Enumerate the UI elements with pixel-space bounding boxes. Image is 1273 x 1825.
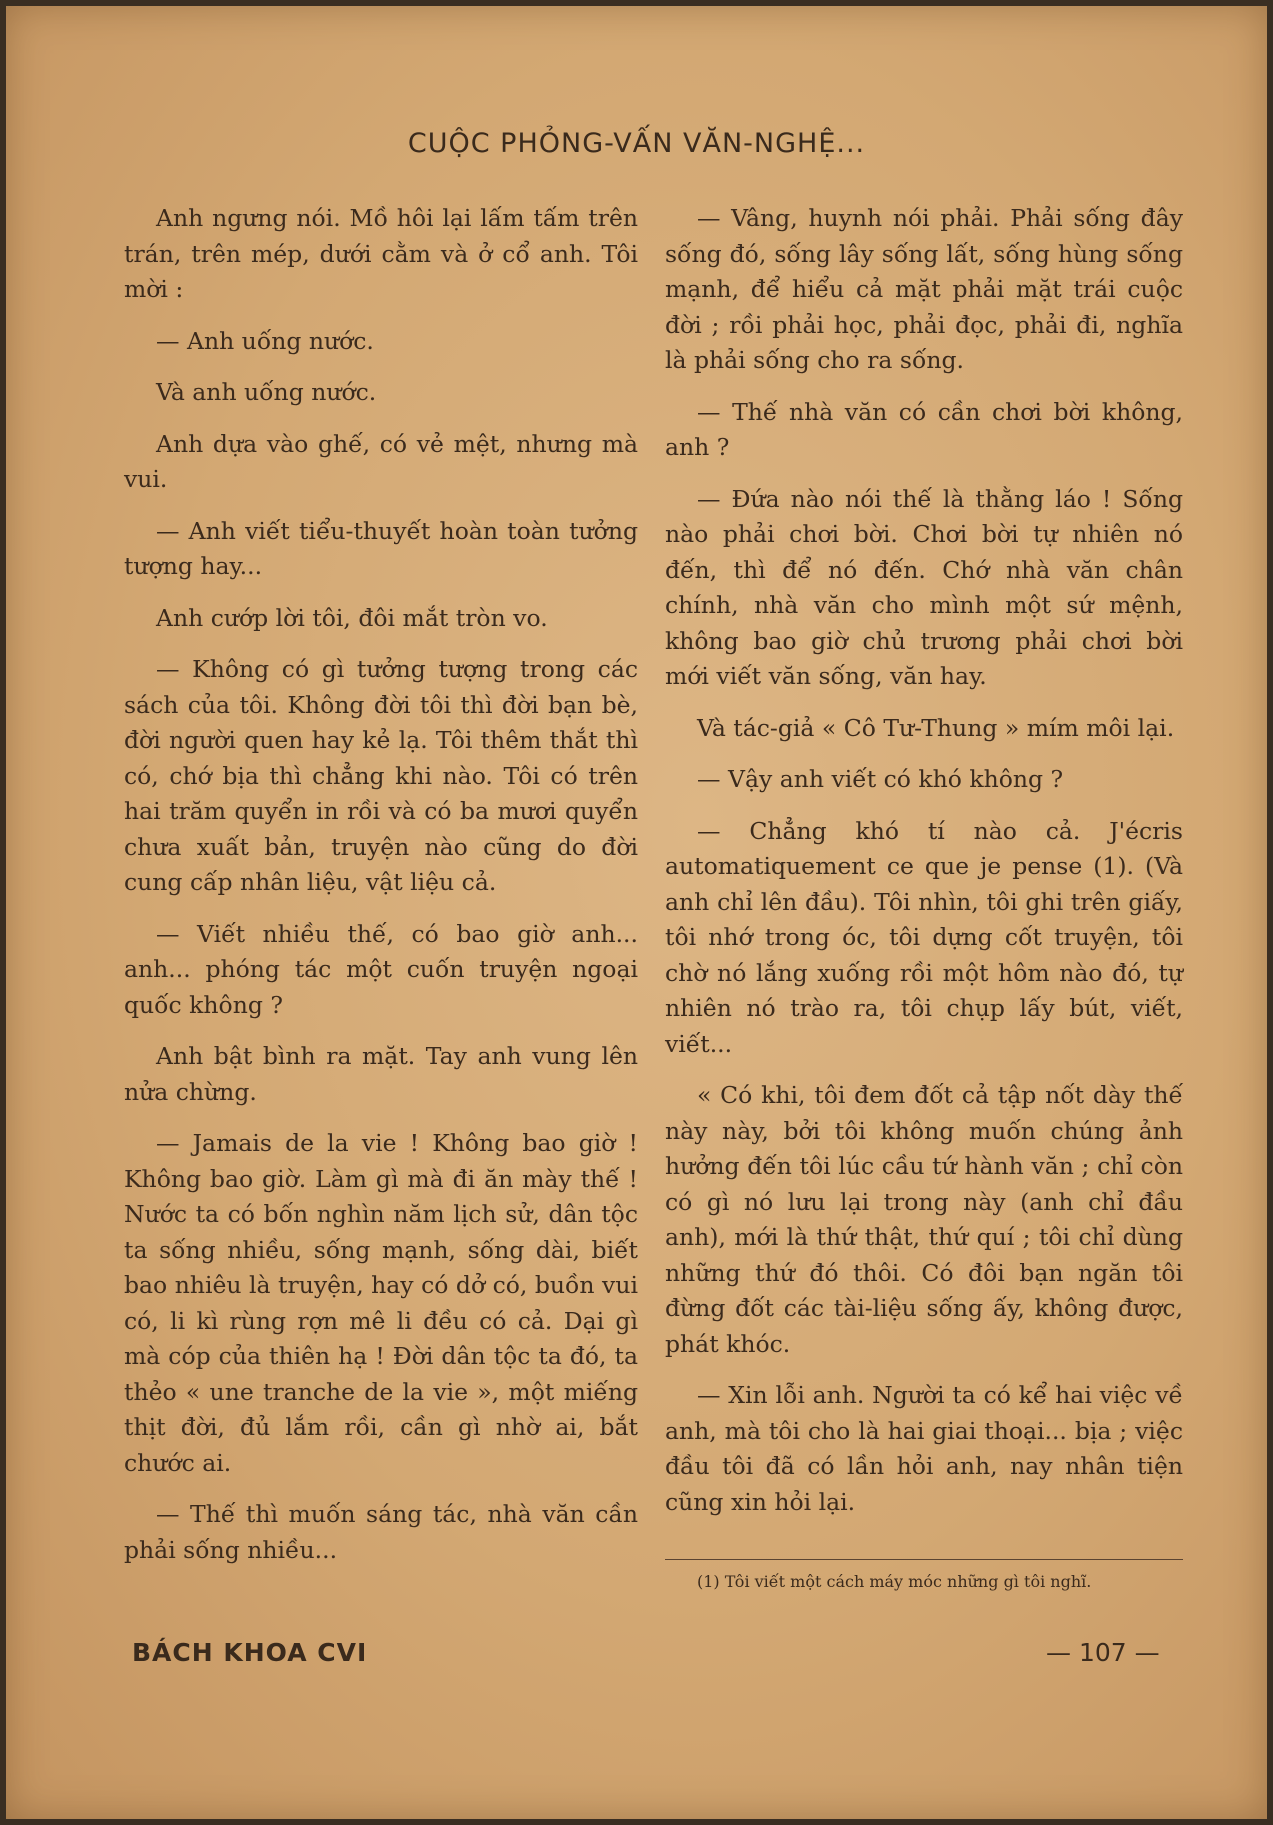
paragraph: — Viết nhiều thế, có bao giờ anh... anh... phóng tác một cuốn truyện ngoại quốc không ? bbox=[124, 919, 638, 1019]
page-header: CUỘC PHỎNG-VẤN VĂN-NGHỆ... bbox=[407, 128, 866, 159]
page-number: — 107 — bbox=[1046, 1638, 1160, 1667]
paragraph: Anh bật bình ra mặt. Tay anh vung lên nửa chừng. bbox=[124, 1042, 638, 1106]
paragraph: Anh dựa vào ghế, có vẻ mệt, nhưng mà vui. bbox=[124, 429, 638, 493]
paragraph: — Anh uống nước. bbox=[156, 326, 374, 355]
paragraph: — Xin lỗi anh. Người ta có kể hai việc về anh, mà tôi cho là hai giai thoại... bịa ; việc đầu tôi đã có lần hỏi anh, nay nhân tiện cũng xin hỏi lại. bbox=[665, 1381, 1183, 1516]
paragraph: — Chẳng khó tí nào cả. J'écris automatiquement ce que je pense (1). (Và anh chỉ lên đầu). Tôi nhìn, tôi ghi trên giấy, tôi nhớ trong óc, tôi dựng cốt truyện, tôi chờ nó lắng xuống rồi một hôm nào đó, tự nhiên nó trào ra, tôi chụp lấy bút, viết, viết... bbox=[665, 816, 1183, 1058]
paragraph: « Có khi, tôi đem đốt cả tập nốt dày thế này này, bởi tôi không muốn chúng ảnh hưởng đến tôi lúc cầu tứ hành văn ; chỉ còn có gì nó lưu lại trong này (anh chỉ đầu anh), mới là thứ thật, thứ quí ; tôi chỉ dùng những thứ đó thôi. Có đôi bạn ngăn tôi đừng đốt các tài-liệu sống ấy, không được, phát khóc. bbox=[665, 1081, 1183, 1358]
paragraph: — Thế nhà văn có cần chơi bời không, anh ? bbox=[665, 397, 1183, 461]
paragraph: Anh cướp lời tôi, đôi mắt tròn vo. bbox=[156, 603, 548, 632]
footnote: (1) Tôi viết một cách máy móc những gì tôi nghĩ. bbox=[665, 1559, 1183, 1595]
magazine-issue: BÁCH KHOA CVI bbox=[132, 1638, 368, 1667]
paragraph: — Không có gì tưởng tượng trong các sách của tôi. Không đời tôi thì đời bạn bè, đời người quen hay kẻ lạ. Tôi thêm thắt thì có, chớ bịa thì chẳng khi nào. Tôi có trên hai trăm quyển in rồi và có ba mươi quyển chưa xuất bản, truyện nào cũng do đời cung cấp nhân liệu, vật liệu cả. bbox=[124, 655, 638, 896]
paragraph: — Vâng, huynh nói phải. Phải sống đây sống đó, sống lây sống lất, sống hùng sống mạnh, để hiểu cả mặt phải mặt trái cuộc đời ; rồi phải học, phải đọc, phải đi, nghĩa là phải sống cho ra sống. bbox=[665, 204, 1183, 374]
page-sheet bbox=[6, 6, 1267, 1819]
paragraph: Anh ngưng nói. Mồ hôi lại lấm tấm trên trán, trên mép, dưới cằm và ở cổ anh. Tôi mời : bbox=[124, 204, 638, 303]
paragraph: Và tác-giả « Cô Tư-Thung » mím môi lại. bbox=[697, 713, 1175, 742]
right-column bbox=[665, 201, 1183, 1536]
paragraph: — Đứa nào nói thế là thằng láo ! Sống nào phải chơi bời. Chơi bời tự nhiên nó đến, thì để nó đến. Chớ nhà văn chân chính, nhà văn cho mình một sứ mệnh, không bao giờ chủ trương phải chơi bời mới viết văn sống, văn hay. bbox=[665, 484, 1183, 690]
paragraph: — Jamais de la vie ! Không bao giờ ! Không bao giờ. Làm gì mà đi ăn mày thế ! Nước ta có bốn nghìn năm lịch sử, dân tộc ta sống nhiều, sống mạnh, sống dài, biết bao nhiêu là truyện, hay có dở có, buồn vui có, li kì rùng rợn mê li đều có cả. Dại gì mà cóp của thiên hạ ! Đời dân tộc ta đó, ta thẻo « une tranche de la vie », một miếng thịt đời, đủ lắm rồi, cần gì nhờ ai, bắt chước ai. bbox=[124, 1129, 638, 1477]
paragraph: — Thế thì muốn sáng tác, nhà văn cần phải sống nhiều... bbox=[124, 1500, 638, 1564]
paragraph: — Anh viết tiểu-thuyết hoàn toàn tưởng tượng hay... bbox=[124, 516, 638, 580]
paragraph: — Vậy anh viết có khó không ? bbox=[697, 765, 1064, 793]
paragraph: Và anh uống nước. bbox=[156, 378, 377, 406]
left-column bbox=[124, 201, 638, 1584]
